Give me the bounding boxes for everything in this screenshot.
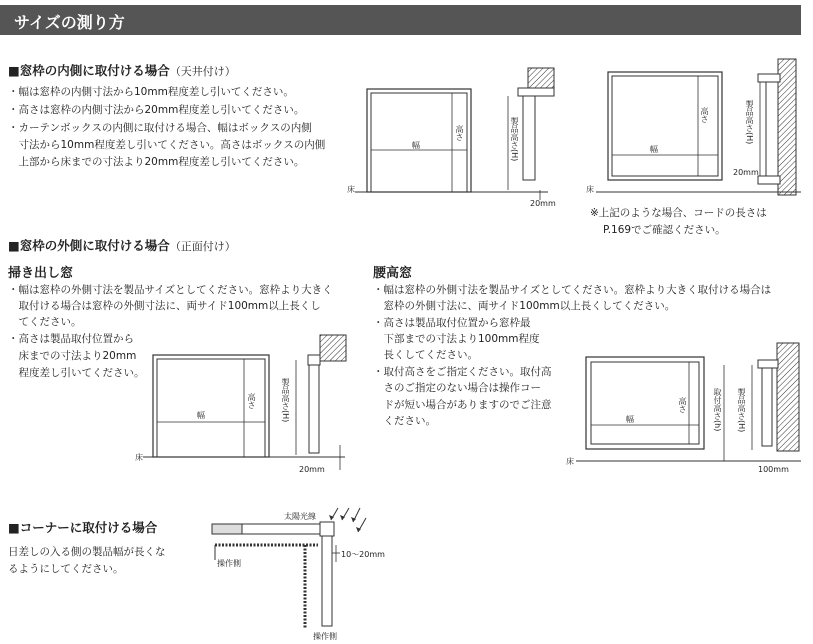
section1-heading-sub: （天井付け） [169,65,236,78]
subheading-koshidaka: 腰高窓 [373,266,413,281]
note-line: ※上記のような場合、コードの長さは [590,207,767,219]
d1-product-height-label: 製品高さ(H) [510,117,519,162]
d1-height-label: 高さ [455,125,464,141]
section1-line: 上部から床までの寸法より20mm程度差し引いてください。 [8,156,305,168]
d2-width-label: 幅 [650,145,658,154]
koshidaka-line: ドが短い場合がありますのでご注意 [373,399,552,411]
d1-width-label: 幅 [412,141,420,150]
d2-product-height-label: 製品高さ(H) [745,100,754,145]
koshidaka-line: ・高さは製品取付位置から窓枠最 [373,317,531,329]
d2-dim-label: 20mm [733,168,759,177]
sunlight-label: 太陽光線 [284,512,316,521]
section2-heading-text: ■窓枠の外側に取付ける場合 [8,238,170,253]
hakidashi-line: てください。 [8,316,82,328]
hk-height-label: 高さ [247,393,256,409]
note-line: P.169でご確認ください。 [603,224,726,236]
koshidaka-line: 窓枠の外側寸法に、両サイド100mm以上長くしてください。 [373,300,676,312]
koshidaka-line: 下部までの寸法より100mm程度 [373,333,540,345]
koshidaka-line: ・取付高さをご指定ください。取付高 [373,366,552,378]
d2-height-label: 高さ [700,107,709,123]
hakidashi-line: 床までの寸法より20mm [8,350,137,362]
section3-line: るようにしてください。 [8,563,124,575]
d1-dim-label: 20mm [530,199,556,208]
d1-floor-label: 床 [347,185,355,194]
hk-floor-label: 床 [135,453,143,462]
section1-line: ・高さは窓枠の内側寸法から20mm程度差し引いてください。 [8,104,305,116]
kd-floor-label: 床 [566,457,574,466]
page-title: サイズの測り方 [14,13,125,32]
koshidaka-line: ・幅は窓枠の外側寸法を製品サイズとしてください。窓枠より大きく取付ける場合は [373,284,772,296]
subheading-hakidashi: 掃き出し窓 [8,266,74,281]
gap-label: 10～20mm [341,550,385,559]
koshidaka-line: ください。 [373,415,436,427]
hakidashi-line: 程度差し引いてください。 [8,367,145,379]
section1-heading-text: ■窓枠の内側に取付ける場合 [8,63,170,78]
kd-product-height-label: 製品高さ(H) [737,388,746,433]
section1-line: ・幅は窓枠の内側寸法から10mm程度差し引いてください。 [8,86,294,98]
kd-mount-height-label: 取付高さ(h) [713,388,722,432]
section3-heading: ■コーナーに取付ける場合 [8,520,158,535]
koshidaka-line: さのご指定のない場合は操作コー [373,382,541,394]
hk-dim-label: 20mm [299,465,325,474]
section2-heading-sub: （正面付け） [169,240,236,253]
koshidaka-line: 長くしてください。 [373,349,478,361]
hakidashi-line: 取付ける場合は窓枠の外側寸法に、両サイド100mm以上長くし [8,300,321,312]
hakidashi-line: ・幅は窓枠の外側寸法を製品サイズとしてください。窓枠より大きく [8,284,333,296]
hk-product-height-label: 製品高さ(H) [281,378,290,423]
kd-width-label: 幅 [626,415,634,424]
kd-height-label: 高さ [678,397,687,413]
section1-line: 寸法から10mm程度差し引いてください。高さはボックスの内側 [8,139,326,151]
operation-side-label-2: 操作側 [313,632,337,641]
d2-floor-label: 床 [586,185,594,194]
hakidashi-line: ・高さは製品取付位置から [8,333,134,345]
section1-line: ・カーテンボックスの内側に取付ける場合、幅はボックスの内側 [8,122,312,134]
kd-dim-label: 100mm [758,465,789,474]
section3-line: 日差しの入る側の製品幅が長くな [8,546,166,558]
hk-width-label: 幅 [197,411,205,420]
operation-side-label-1: 操作側 [217,559,241,568]
